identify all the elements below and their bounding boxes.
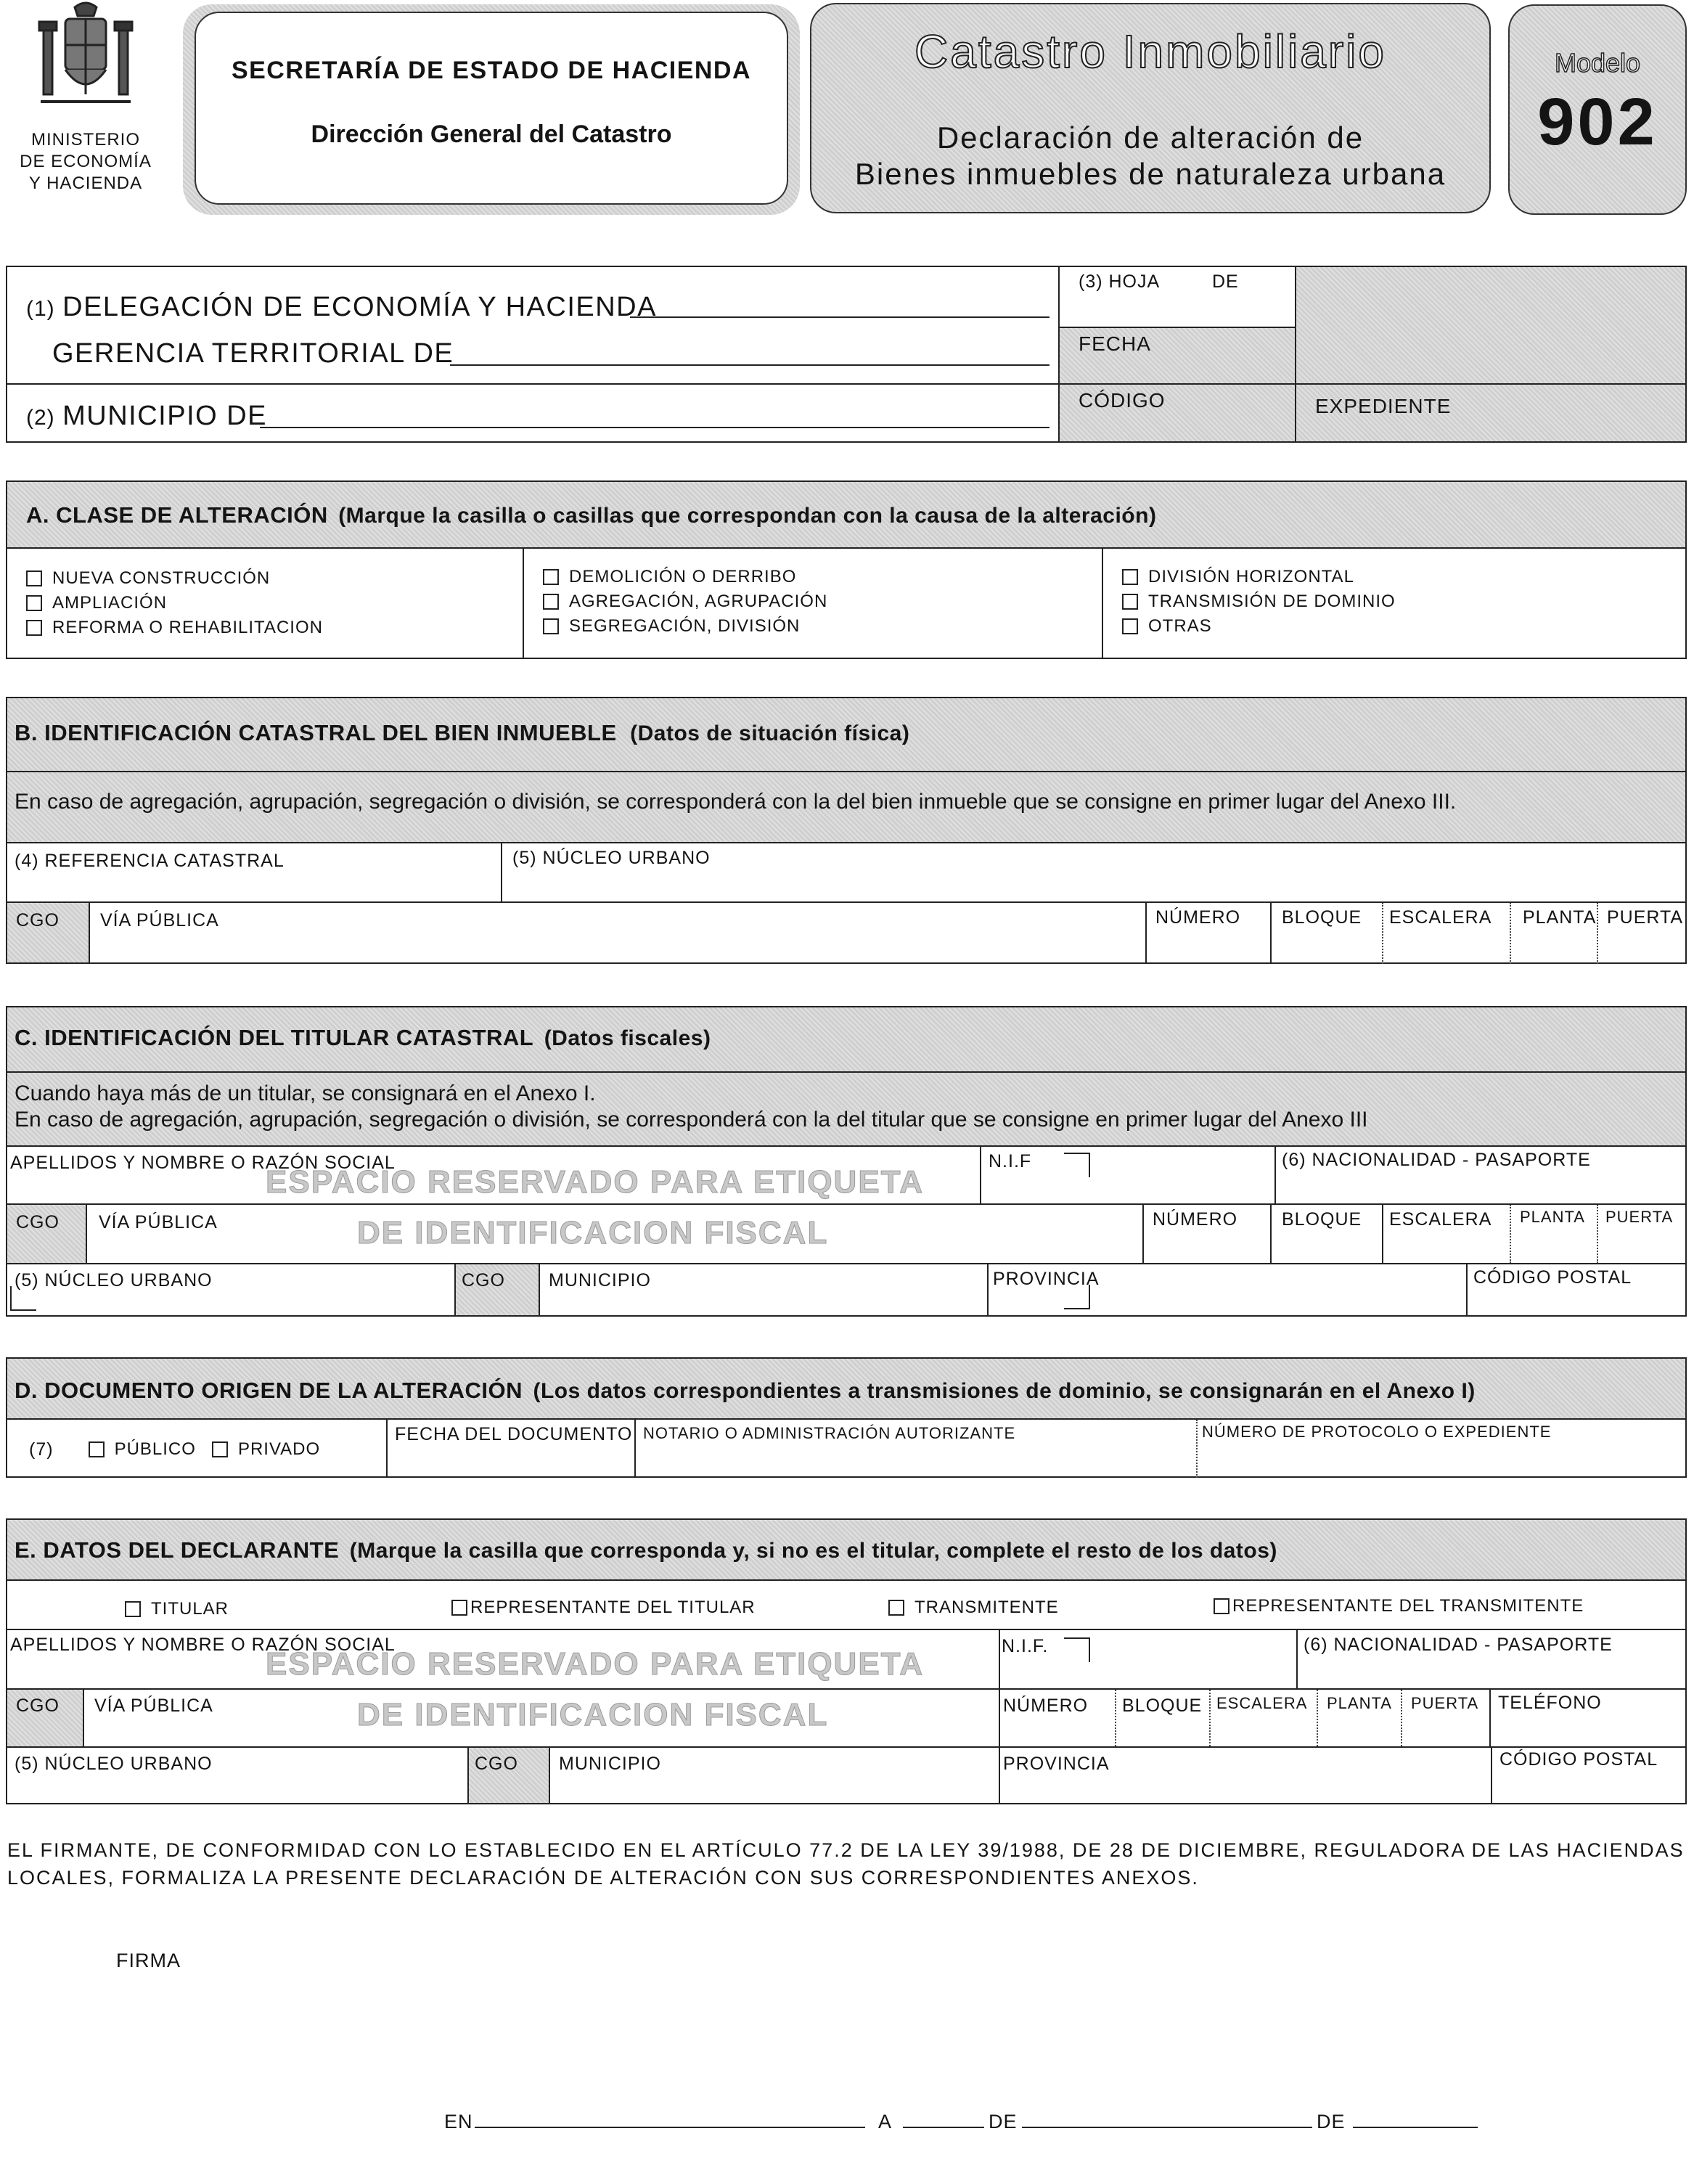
cgo-label: CGO [462, 1270, 505, 1291]
option-label: PRIVADO [237, 1439, 321, 1459]
checkbox-nueva-construccion[interactable] [26, 566, 323, 591]
declaration-text [7, 1836, 1685, 1891]
option-label: OTRAS [1148, 616, 1212, 636]
nucleo-urbano-label: (5) NÚCLEO URBANO [15, 1754, 213, 1774]
section-b-title-row [15, 720, 909, 746]
nacionalidad-field[interactable] [1298, 1655, 1685, 1687]
checkbox-icon[interactable] [1122, 569, 1138, 585]
hoja-label: (3) HOJA [1079, 271, 1161, 292]
codigo-postal-label: CÓDIGO POSTAL [1473, 1267, 1632, 1288]
delegacion-number: (1) [26, 297, 55, 321]
via-publica-label: VÍA PÚBLICA [99, 1212, 218, 1232]
subtitle-line-1: Declaración de alteración de [936, 120, 1364, 155]
section-b-instructions: En caso de agregación, agrupación, segregación o división, se corresponderá con la del bien inmueble que se consigne en primer lugar del Anexo III. [15, 790, 1457, 814]
checkbox-icon[interactable] [888, 1600, 904, 1616]
section-a-col-2 [543, 565, 827, 639]
option-label: REPRESENTANTE DEL TITULAR [470, 1598, 756, 1617]
section-d-title: D. DOCUMENTO ORIGEN DE LA ALTERACIÓN [15, 1378, 523, 1403]
nucleo-urbano-label: (5) NÚCLEO URBANO [512, 848, 711, 868]
nucleo-urbano-label: (5) NÚCLEO URBANO [15, 1270, 213, 1291]
municipio-label: MUNICIPIO [549, 1270, 651, 1291]
via-publica-field[interactable] [91, 931, 1142, 962]
section-e-title-row [15, 1537, 1277, 1563]
bloque-label: BLOQUE [1122, 1696, 1203, 1716]
dia-field[interactable] [903, 2127, 984, 2128]
option-label: TITULAR [151, 1599, 229, 1619]
puerta-label: PUERTA [1607, 907, 1684, 928]
apellidos-field[interactable] [7, 1655, 997, 1687]
catastro-title: Catastro Inmobiliario [914, 25, 1386, 78]
firma-label: FIRMA [116, 1950, 181, 1971]
watermark-identificacion: DE IDENTIFICACION FISCAL [357, 1215, 829, 1251]
telefono-field[interactable] [1491, 1714, 1685, 1745]
municipio-field[interactable] [552, 1774, 997, 1803]
section-c-instructions-1: Cuando haya más de un titular, se consignará en el Anexo I. [15, 1081, 596, 1105]
checkbox-icon[interactable] [543, 569, 559, 585]
checkbox-icon[interactable] [1122, 618, 1138, 634]
checkbox-icon[interactable] [1122, 594, 1138, 610]
checkbox-division-horizontal[interactable] [1122, 565, 1396, 589]
coat-of-arms-icon [13, 0, 158, 123]
nacionalidad-label: (6) NACIONALIDAD - PASAPORTE [1282, 1150, 1591, 1170]
hoja-de-label: DE [1212, 271, 1239, 292]
escalera-label: ESCALERA [1389, 1209, 1492, 1230]
section-b-title: B. IDENTIFICACIÓN CATASTRAL DEL BIEN INMUEBLE [15, 720, 617, 745]
via-publica-field[interactable] [86, 1716, 997, 1745]
modelo-box [1508, 4, 1687, 215]
nucleo-urbano-field[interactable] [7, 1774, 466, 1803]
numero-label: NÚMERO [1153, 1209, 1238, 1230]
checkbox-otras[interactable] [1122, 614, 1396, 639]
declaration-line-1: EL FIRMANTE, DE CONFORMIDAD CON LO ESTABLECIDO EN EL ARTÍCULO 77.2 DE LA LEY 39/1988, DE 28 DE DICIEMBRE, REGULADORA DE LAS HACIENDAS [7, 1839, 1685, 1861]
section-c-title: C. IDENTIFICACIÓN DEL TITULAR CATASTRAL [15, 1025, 534, 1050]
modelo-label: Modelo [1554, 48, 1641, 78]
via-publica-field[interactable] [89, 1232, 1139, 1261]
ministry-name [13, 129, 158, 195]
provincia-label: PROVINCIA [993, 1269, 1100, 1289]
option-label: TRANSMITENTE [914, 1598, 1059, 1617]
watermark-identificacion: DE IDENTIFICACION FISCAL [357, 1697, 829, 1733]
provincia-label: PROVINCIA [1003, 1754, 1110, 1774]
via-publica-label: VÍA PÚBLICA [94, 1696, 213, 1716]
municipio-label: MUNICIPIO [559, 1754, 661, 1774]
secretaria-box [195, 12, 788, 205]
checkbox-icon[interactable] [1214, 1598, 1229, 1614]
checkbox-transmitente[interactable] [888, 1595, 1059, 1620]
ministry-line-2: DE ECONOMÍA [20, 152, 152, 171]
checkbox-transmision[interactable] [1122, 589, 1396, 614]
delegacion-field[interactable] [630, 316, 1049, 318]
option-label: AGREGACIÓN, AGRUPACIÓN [569, 592, 828, 611]
checkbox-agregacion[interactable] [543, 589, 827, 614]
firma-field[interactable] [116, 1974, 624, 2105]
section-e-note: (Marque la casilla que corresponda y, si no es el titular, complete el resto de los datos) [349, 1539, 1277, 1563]
checkbox-privado[interactable] [212, 1437, 320, 1462]
notario-field[interactable] [636, 1446, 1195, 1476]
section-e-title: E. DATOS DEL DECLARANTE [15, 1537, 340, 1563]
secretaria-title: SECRETARÍA DE ESTADO DE HACIENDA [231, 57, 752, 84]
bloque-label: BLOQUE [1282, 1209, 1362, 1230]
planta-label: PLANTA [1520, 1208, 1585, 1226]
delegacion-label: DELEGACIÓN DE ECONOMÍA Y HACIENDA [62, 292, 657, 322]
apellidos-label: APELLIDOS Y NOMBRE O RAZÓN SOCIAL [10, 1153, 396, 1173]
escalera-label: ESCALERA [1389, 907, 1492, 928]
section-d-note: (Los datos correspondientes a transmisiones de dominio, se consignarán en el Anexo I) [533, 1379, 1476, 1403]
section-a-note: (Marque la casilla o casillas que correspondan con la causa de la alteración) [338, 504, 1157, 528]
fecha-label: FECHA [1079, 332, 1151, 355]
escalera-label: ESCALERA [1216, 1694, 1308, 1712]
checkbox-icon[interactable] [543, 618, 559, 634]
nif-field[interactable] [981, 1171, 1272, 1203]
checkbox-icon[interactable] [212, 1441, 228, 1457]
checkbox-ampliacion[interactable] [26, 591, 323, 615]
checkbox-icon[interactable] [26, 620, 42, 636]
ref-catastral-field[interactable] [7, 871, 501, 901]
option-label: DEMOLICIÓN O DERRIBO [569, 567, 797, 586]
provincia-field[interactable] [1000, 1774, 1489, 1803]
option-label: DIVISIÓN HORIZONTAL [1148, 567, 1354, 586]
subtitle-line-2: Bienes inmuebles de naturaleza urbana [854, 157, 1447, 191]
via-publica-label: VÍA PÚBLICA [100, 910, 219, 931]
nucleo-urbano-field[interactable] [502, 871, 1685, 901]
option-label: REFORMA O REHABILITACION [52, 618, 323, 637]
notario-label: NOTARIO O ADMINISTRACIÓN AUTORIZANTE [643, 1424, 1016, 1442]
option-label: TRANSMISIÓN DE DOMINIO [1148, 592, 1396, 611]
nif-field[interactable] [1000, 1655, 1295, 1687]
codigo-postal-field[interactable] [1468, 1289, 1685, 1315]
declaration-line-2: LOCALES, FORMALIZA LA PRESENTE DECLARACIÓN DE ALTERACIÓN CON SUS CORRESPONDIENTES ANEXOS. [7, 1867, 1199, 1889]
apellidos-field[interactable] [7, 1171, 978, 1203]
numero-label: NÚMERO [1003, 1696, 1089, 1716]
checkbox-icon[interactable] [543, 594, 559, 610]
anio-field[interactable] [1353, 2127, 1478, 2128]
checkbox-reforma[interactable] [26, 615, 323, 640]
en-label: EN [444, 2111, 473, 2132]
nif-label: N.I.F. [1002, 1636, 1049, 1656]
checkbox-segregacion[interactable] [543, 614, 827, 639]
lugar-field[interactable] [475, 2127, 865, 2128]
checkbox-icon[interactable] [26, 595, 42, 611]
gerencia-field[interactable] [450, 364, 1049, 366]
option-label: REPRESENTANTE DEL TRANSMITENTE [1232, 1596, 1584, 1616]
municipio-label: MUNICIPIO DE [62, 401, 268, 431]
bloque-label: BLOQUE [1282, 907, 1362, 928]
direccion-title: Dirección General del Catastro [311, 120, 672, 148]
cgo-label: CGO [16, 1212, 60, 1232]
section-c-title-row [15, 1025, 711, 1051]
nacionalidad-field[interactable] [1276, 1171, 1685, 1203]
catastro-box [810, 3, 1491, 213]
codigo-postal-field[interactable] [1492, 1774, 1685, 1803]
checkbox-icon[interactable] [26, 570, 42, 586]
section-b-note: (Datos de situación física) [630, 721, 910, 745]
nif-label: N.I.F [989, 1151, 1032, 1171]
checkbox-representante-transmitente[interactable] [1214, 1594, 1584, 1619]
section-a-col-3 [1122, 565, 1396, 639]
municipio-row [26, 401, 267, 432]
ref-catastral-label: (4) REFERENCIA CATASTRAL [15, 851, 285, 871]
expediente-label: EXPEDIENTE [1315, 395, 1452, 417]
cgo-label: CGO [16, 910, 60, 931]
checkbox-representante-titular[interactable] [451, 1595, 756, 1620]
watermark-etiqueta: ESPACIO RESERVADO PARA ETIQUETA [266, 1164, 925, 1200]
mes-field[interactable] [1022, 2127, 1312, 2128]
checkbox-icon[interactable] [451, 1600, 467, 1616]
gerencia-label: GERENCIA TERRITORIAL DE [52, 338, 454, 369]
protocolo-field[interactable] [1198, 1446, 1685, 1476]
provincia-field[interactable] [989, 1289, 1465, 1315]
de-label-1: DE [989, 2111, 1018, 2132]
telefono-label: TELÉFONO [1498, 1693, 1602, 1713]
ministry-line-3: Y HACIENDA [28, 173, 143, 193]
section-a-title-row [26, 502, 1156, 528]
fecha-documento-label: FECHA DEL DOCUMENTO [395, 1424, 633, 1444]
section-a-col-1 [26, 566, 323, 640]
modelo-number: 902 [1537, 85, 1658, 159]
municipio-field[interactable] [541, 1289, 986, 1315]
puerta-label: PUERTA [1411, 1694, 1479, 1712]
checkbox-demolicion[interactable] [543, 565, 827, 589]
nucleo-urbano-field[interactable] [7, 1289, 453, 1315]
checkbox-icon[interactable] [125, 1601, 141, 1617]
option-label: PÚBLICO [114, 1439, 196, 1459]
section-a-title: A. CLASE DE ALTERACIÓN [26, 502, 328, 528]
documento-number: (7) [29, 1439, 54, 1460]
documento-tipo-row [29, 1437, 320, 1462]
cgo-label: CGO [16, 1696, 60, 1716]
codigo-label: CÓDIGO [1079, 389, 1166, 412]
apellidos-label: APELLIDOS Y NOMBRE O RAZÓN SOCIAL [10, 1635, 396, 1655]
section-c-note: (Datos fiscales) [544, 1026, 711, 1050]
option-label: AMPLIACIÓN [52, 593, 168, 613]
checkbox-publico[interactable] [89, 1437, 196, 1462]
cgo-label: CGO [475, 1754, 518, 1774]
delegacion-row [26, 292, 657, 323]
ministry-line-1: MINISTERIO [30, 130, 140, 150]
municipio-field[interactable] [260, 427, 1049, 428]
a-label: A [878, 2111, 893, 2132]
option-label: NUEVA CONSTRUCCIÓN [52, 568, 271, 588]
puerta-label: PUERTA [1605, 1208, 1674, 1226]
checkbox-icon[interactable] [89, 1441, 105, 1457]
planta-label: PLANTA [1523, 907, 1597, 928]
codigo-postal-label: CÓDIGO POSTAL [1499, 1749, 1658, 1770]
watermark-etiqueta: ESPACIO RESERVADO PARA ETIQUETA [266, 1646, 925, 1682]
section-d-title-row [15, 1378, 1476, 1404]
municipio-number: (2) [26, 406, 55, 430]
nacionalidad-label: (6) NACIONALIDAD - PASAPORTE [1304, 1635, 1613, 1655]
planta-label: PLANTA [1327, 1694, 1392, 1712]
numero-label: NÚMERO [1155, 907, 1241, 928]
de-label-2: DE [1317, 2111, 1346, 2132]
checkbox-titular[interactable] [125, 1597, 229, 1621]
fecha-documento-field[interactable] [388, 1446, 634, 1476]
option-label: SEGREGACIÓN, DIVISIÓN [569, 616, 801, 636]
section-c-instructions-2: En caso de agregación, agrupación, segregación o división, se corresponderá con la del titular que se consigne en primer lugar del Anexo III [15, 1108, 1368, 1132]
protocolo-label: NÚMERO DE PROTOCOLO O EXPEDIENTE [1202, 1423, 1552, 1441]
